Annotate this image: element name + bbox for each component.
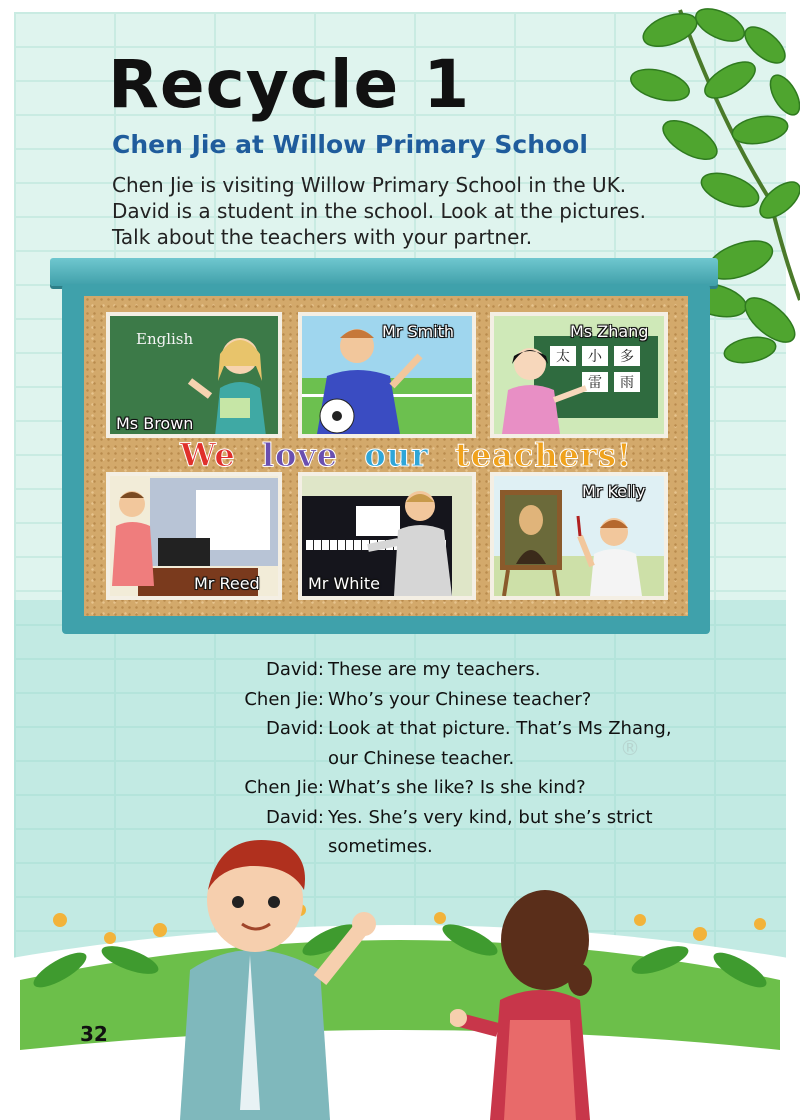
banner-word: teachers!: [455, 436, 632, 474]
picture-mr-kelly: [490, 472, 668, 600]
speaker: David:: [265, 806, 324, 828]
girl-chen-jie-illustration: [450, 880, 600, 1120]
dialogue-line: [200, 744, 672, 774]
dialogue-line: [200, 685, 672, 715]
utterance: What’s she like? Is she kind?: [328, 777, 586, 798]
registered-mark: ®: [620, 736, 640, 760]
character-card: 小: [582, 346, 608, 366]
utterance: Who’s your Chinese teacher?: [328, 688, 592, 710]
banner-word: We: [180, 436, 236, 474]
board-roof: [50, 258, 718, 286]
intro-line: Talk about the teachers with your partner.: [112, 225, 533, 249]
speaker: David:: [265, 718, 324, 739]
picture-label: Ms Brown: [116, 414, 194, 433]
intro-paragraph: [112, 172, 712, 250]
picture-ms-zhang: [490, 312, 668, 438]
boy-david-illustration: [150, 820, 390, 1120]
chalkboard-text: English: [136, 330, 194, 348]
speaker: [200, 744, 324, 774]
character-card: 太: [550, 346, 576, 366]
banner-we-love-our-teachers: [180, 436, 632, 474]
utterance: Yes. She’s very kind, but she’s strict: [328, 806, 653, 828]
speaker: David:: [265, 659, 324, 680]
picture-label: Mr Kelly: [582, 482, 646, 501]
picture-mr-white: [298, 472, 476, 600]
intro-line: David is a student in the school. Look at the pictures.: [112, 199, 646, 223]
picture-label: Mr Smith: [382, 322, 455, 341]
picture-ms-brown: [106, 312, 282, 438]
picture-label: Ms Zhang: [570, 322, 649, 341]
picture-label: Mr Reed: [194, 574, 260, 593]
page-number: 32: [80, 1022, 108, 1046]
picture-label: Mr White: [308, 574, 380, 593]
character-card: 雷: [582, 372, 608, 392]
intro-line: Chen Jie is visiting Willow Primary School in the UK.: [112, 173, 627, 197]
speaker: Chen Jie:: [244, 688, 324, 710]
utterance: our Chinese teacher.: [328, 747, 515, 769]
utterance: These are my teachers.: [328, 659, 541, 680]
dialogue-line: [200, 655, 672, 685]
character-card: 雨: [614, 372, 640, 392]
picture-mr-reed: [106, 472, 282, 600]
dialogue-line: [200, 714, 672, 744]
teacher-illustration: [180, 326, 280, 436]
flowers-illustration: [0, 900, 800, 1120]
utterance: Look at that picture. That’s Ms Zhang,: [328, 718, 672, 739]
speaker: Chen Jie:: [244, 777, 324, 798]
utterance: sometimes.: [328, 836, 433, 857]
picture-mr-smith: [298, 312, 476, 438]
page-title: Recycle 1: [108, 46, 471, 123]
banner-word: our: [364, 436, 429, 474]
dialogue-line: [200, 773, 672, 803]
character-card: 多: [614, 346, 640, 366]
banner-word: love: [261, 436, 339, 474]
page-subtitle: Chen Jie at Willow Primary School: [112, 130, 588, 159]
